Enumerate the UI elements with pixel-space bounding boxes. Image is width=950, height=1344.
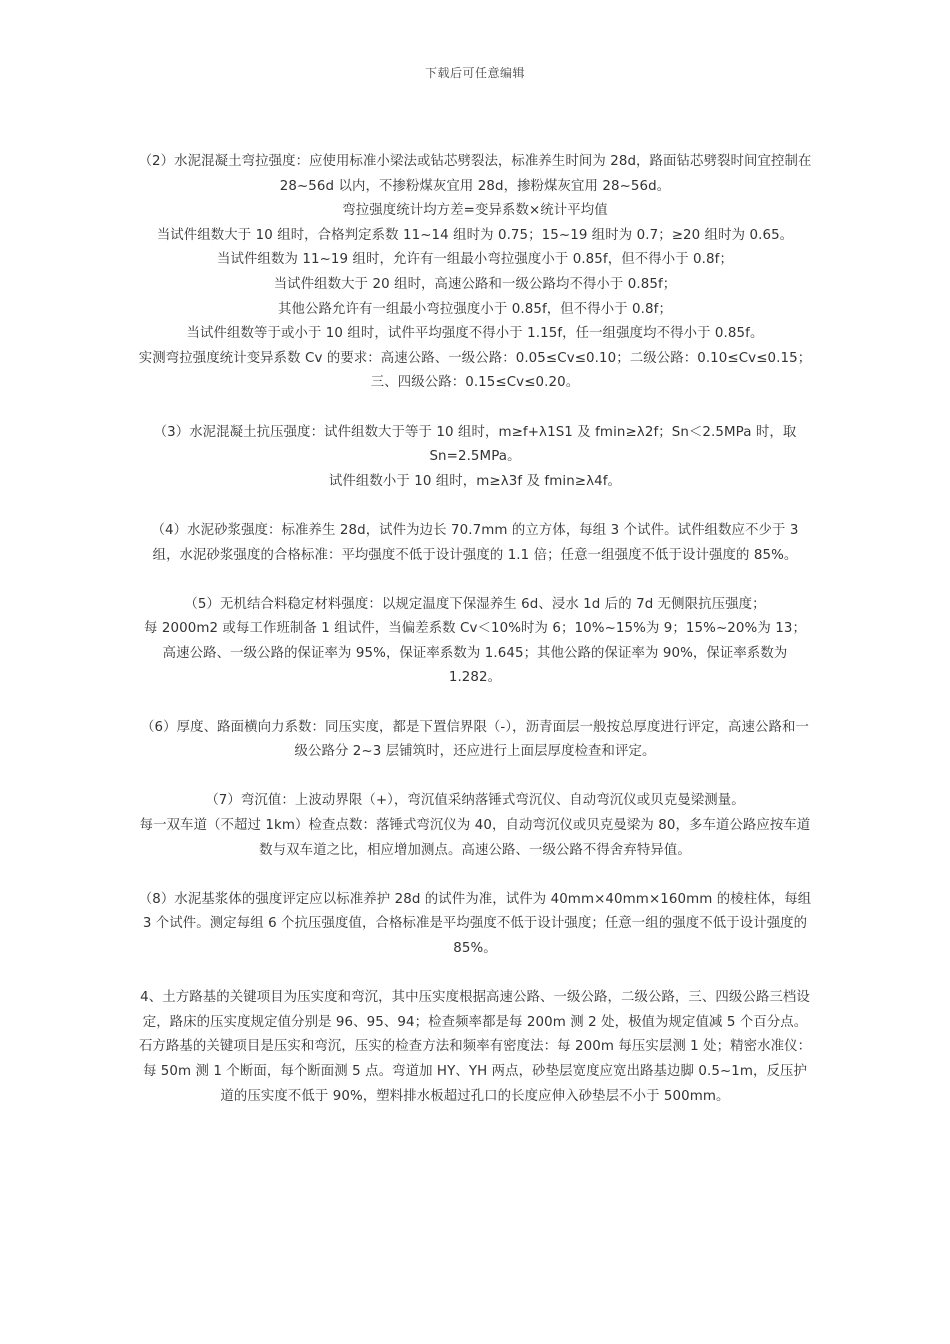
text-line: （7）弯沉值：上波动界限（+），弯沉值采纳落锤式弯沉仪、自动弯沉仪或贝克曼梁测量。 <box>205 793 745 809</box>
paragraph-flexural-strength <box>138 150 812 396</box>
text-line: （4）水泥砂浆强度：标准养生 28d，试件为边长 70.7mm 的立方体，每组 3 个试件。试件组数应不少于 3 组，水泥砂浆强度的合格标准：平均强度不低于设计强度的 1.1 倍；任意一组强度不低于设计强度的 85%。 <box>151 522 799 563</box>
text-line: 试件组数小于 10 组时，m≥λ3f 及 fmin≥λ4f。 <box>328 473 622 489</box>
text-line: 当试件组数大于 10 组时，合格判定系数 11~14 组时为 0.75；15~19 组时为 0.7；≥20 组时为 0.65。 <box>156 227 794 243</box>
text-line: （3）水泥混凝土抗压强度：试件组数大于等于 10 组时，m≥f+λ1S1 及 fmin≥λ2f；Sn＜2.5MPa 时，取 Sn=2.5MPa。 <box>153 424 797 465</box>
paragraph-inorganic-binder-strength <box>138 593 812 691</box>
text-line: 当试件组数大于 20 组时，高速公路和一级公路均不得小于 0.85f； <box>273 276 677 292</box>
paragraph-cement-paste-strength <box>138 888 812 962</box>
text-line: 实测弯拉强度统计变异系数 Cv 的要求：高速公路、一级公路：0.05≤Cv≤0.10；二级公路：0.10≤Cv≤0.15；三、四级公路：0.15≤Cv≤0.20。 <box>138 350 812 391</box>
text-line: （5）无机结合料稳定材料强度：以规定温度下保湿养生 6d、浸水 1d 后的 7d 无侧限抗压强度； <box>184 596 766 612</box>
paragraph-mortar-strength <box>138 519 812 568</box>
paragraph-subgrade-key-items <box>138 986 812 1109</box>
paragraph-thickness-friction <box>138 716 812 765</box>
paragraph-deflection <box>138 789 812 863</box>
text-line: 高速公路、一级公路的保证率为 95%，保证率系数为 1.645；其他公路的保证率为 90%，保证率系数为 1.282。 <box>162 645 788 686</box>
text-line: （6）厚度、路面横向力系数：同压实度，都是下置信界限（-），沥青面层一般按总厚度进行评定，高速公路和一级公路分 2~3 层铺筑时，还应进行上面层厚度检查和评定。 <box>141 719 809 760</box>
text-line: 当试件组数为 11~19 组时，允许有一组最小弯拉强度小于 0.85f，但不得小于 0.8f； <box>217 252 733 268</box>
text-line: 每 2000m2 或每工作班制备 1 组试件，当偏差系数 Cv＜10%时为 6；10%~15%为 9；15%~20%为 13； <box>144 621 806 637</box>
text-line: 弯拉强度统计均方差=变异系数×统计平均值 <box>342 203 608 219</box>
text-line: 当试件组数等于或小于 10 组时，试件平均强度不得小于 1.15f，任一组强度均不得小于 0.85f。 <box>186 326 764 342</box>
text-line: （2）水泥混凝土弯拉强度：应使用标准小梁法或钻芯劈裂法，标准养生时间为 28d，路面钻芯劈裂时间宜控制在 28~56d 以内，不掺粉煤灰宜用 28d，掺粉煤灰宜用 28~56d。 <box>138 154 812 194</box>
paragraph-compressive-strength <box>138 421 812 495</box>
document-body <box>138 150 812 1134</box>
text-line: 每一双车道（不超过 1km）检查点数：落锤式弯沉仪为 40，自动弯沉仪或贝克曼梁为 80，多车道公路应按车道数与双车道之比，相应增加测点。高速公路、一级公路不得舍弃特异值。 <box>139 818 811 858</box>
text-line: 其他公路允许有一组最小弯拉强度小于 0.85f，但不得小于 0.8f； <box>278 301 672 317</box>
text-line: （8）水泥基浆体的强度评定应以标准养护 28d 的试件为准，试件为 40mm×40mm×160mm 的棱柱体，每组 3 个试件。测定每组 6 个抗压强度值，合格标准是平均强度不低于设计强度；任意一组的强度不低于设计强度的 85%。 <box>138 891 812 956</box>
text-line: 4、土方路基的关键项目为压实度和弯沉，其中压实度根据高速公路、一级公路，二级公路，三、四级公路三档设定，路床的压实度规定值分别是 96、95、94；检查频率都是每 200m 测 2 处，极值为规定值减 5 个百分点。石方路基的关键项目是压实和弯沉，压实的检查方法和频率有密度法：每 200m 每压实层测 1 处；精密水准仪：每 50m 测 1 个断面，每个断面测 5 点。弯道加 HY、YH 两点，砂垫层宽度应宽出路基边脚 0.5~1m，反压护道的压实度不低于 90%，塑料排水板超过孔口的长度应伸入砂垫层不小于 500mm。 <box>138 990 812 1104</box>
page-header: 下载后可任意编辑 <box>424 66 525 80</box>
